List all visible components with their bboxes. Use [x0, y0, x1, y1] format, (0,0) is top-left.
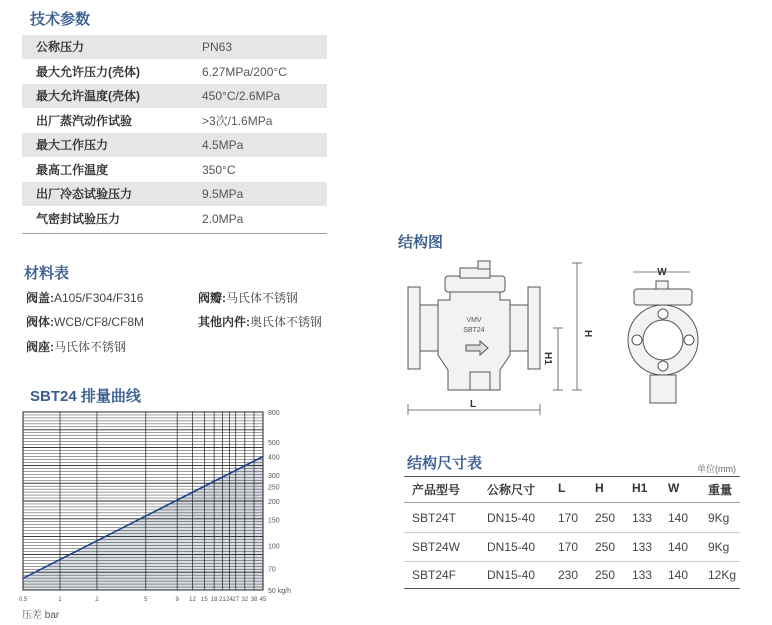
dimensions-cell: 12Kg [708, 568, 737, 582]
dimensions-header-cell: H1 [632, 481, 648, 495]
dimensions-cell: 9Kg [708, 540, 730, 554]
bottom-plug [470, 372, 490, 390]
dimensions-header-cell: 重量 [708, 483, 733, 497]
capacity-area [23, 457, 263, 591]
spec-row [22, 35, 327, 59]
dimensions-cell: 9Kg [708, 511, 730, 525]
spec-value: 4.5MPa [202, 138, 244, 152]
material-item [26, 313, 144, 330]
dimensions-cell: SBT24W [412, 540, 461, 554]
y-tick-label: 50 kg/h [268, 588, 291, 595]
spec-row [22, 158, 327, 182]
x-tick-label: 18 [210, 597, 218, 603]
bolt-hole [684, 335, 694, 345]
dimensions-header-rule [404, 502, 740, 503]
spec-row [22, 133, 327, 157]
spec-value: >3次/1.6MPa [202, 113, 273, 128]
spec-label: 最大工作压力 [36, 138, 109, 152]
material-label: 阀盖: [26, 291, 54, 305]
material-label: 阀座: [26, 340, 54, 354]
spec-label: 气密封试验压力 [36, 211, 121, 226]
dimensions-cell: 140 [668, 568, 689, 582]
y-tick-label: 500 [268, 440, 280, 448]
bolt-hole [658, 361, 668, 371]
material-label: 阀体: [26, 315, 54, 329]
material-value: 奥氏体不锈钢 [250, 315, 323, 329]
right-flange [528, 287, 540, 369]
right-neck [510, 305, 528, 351]
dimensions-cell: DN15-40 [487, 540, 536, 554]
spec-row [22, 182, 327, 206]
dimensions-cell: SBT24F [412, 568, 457, 582]
side-bottom [650, 375, 676, 403]
dim-L: L [469, 399, 477, 410]
spec-row [22, 109, 327, 133]
spec-title: 技术参数 [30, 11, 91, 28]
material-value: 马氏体不锈钢 [226, 291, 299, 305]
dimensions-cell: 133 [632, 540, 653, 554]
dimensions-cell: 250 [595, 511, 616, 525]
dimensions-cell: DN15-40 [487, 568, 536, 582]
spec-value: 450°C/2.6MPa [202, 89, 281, 103]
chart-xlabel: 压差 bar [22, 610, 60, 621]
y-tick-label: 150 [268, 517, 280, 525]
spec-row [22, 84, 327, 108]
material-item [198, 289, 298, 306]
material-value: 马氏体不锈钢 [54, 340, 127, 354]
material-value: A105/F304/F316 [54, 291, 144, 305]
dimensions-title: 结构尺寸表 [407, 455, 483, 472]
dimensions-cell: 140 [668, 540, 689, 554]
side-inner-ring [643, 320, 683, 360]
material-item [198, 313, 322, 330]
dimensions-header-cell: 公称尺寸 [487, 483, 536, 497]
dimensions-cell: 170 [558, 540, 579, 554]
spec-bottom-rule [22, 233, 327, 234]
model-label: SBT24 [463, 327, 485, 334]
side-view [628, 281, 698, 403]
dimensions-cell: 170 [558, 511, 579, 525]
dimensions-top-rule [404, 476, 740, 477]
dimensions-cell: SBT24T [412, 511, 457, 525]
chart-title: SBT24 排量曲线 [30, 388, 141, 405]
brand-label: VMV [466, 317, 482, 324]
dimensions-cell: 230 [558, 568, 579, 582]
x-tick-label: 12 [189, 597, 196, 603]
unit-label: 单位(mm) [697, 464, 736, 474]
bolt-hole [658, 309, 668, 319]
material-label: 其他内件: [198, 315, 250, 329]
x-tick-label: 9 [175, 597, 179, 603]
dimensions-row-rule [404, 561, 740, 562]
x-tick-label: 24 [226, 597, 233, 603]
x-tick-label: 15 [201, 597, 208, 603]
dimensions-cell: 140 [668, 511, 689, 525]
spec-value: 6.27MPa/200°C [202, 64, 287, 79]
capacity-chart [0, 400, 320, 625]
x-tick-label: 5 [144, 597, 148, 603]
dim-H1: H1 [542, 352, 553, 365]
x-tick-label: 38 [250, 597, 258, 603]
spec-value: PN63 [202, 40, 233, 54]
x-tick-label: 2 [95, 597, 99, 603]
top-plug [478, 261, 490, 269]
y-tick-label: 200 [268, 499, 280, 506]
dimensions-bottom-rule [404, 588, 740, 589]
spec-value: 9.5MPa [202, 187, 244, 201]
spec-label: 公称压力 [36, 40, 85, 54]
spec-row [22, 60, 327, 84]
spec-label: 最高工作温度 [36, 162, 109, 177]
side-top-plug [656, 281, 668, 289]
material-label: 阀瓣: [198, 291, 226, 305]
dimensions-cell: DN15-40 [487, 511, 536, 525]
y-tick-label: 800 [268, 410, 280, 417]
left-neck [420, 305, 438, 351]
dimensions-header-cell: W [668, 481, 680, 495]
dimensions-header-cell: 产品型号 [412, 483, 461, 497]
spec-label: 最大允许压力(壳体) [36, 64, 140, 79]
y-tick-label: 400 [268, 454, 280, 462]
side-bonnet [634, 289, 692, 305]
dimensions-cell: 250 [595, 540, 616, 554]
dimensions-header-cell: L [558, 481, 566, 495]
spec-label: 最大允许温度(壳体) [36, 89, 140, 103]
spec-row [22, 207, 327, 231]
y-tick-label: 70 [268, 566, 276, 574]
dimensions-header-cell: H [595, 481, 604, 495]
x-tick-label: 32 [241, 597, 249, 603]
left-flange [408, 287, 420, 369]
material-item [26, 338, 126, 355]
dimensions-cell: 133 [632, 568, 653, 582]
spec-label: 出厂冷态试验压力 [36, 187, 133, 201]
y-tick-label: 250 [268, 484, 280, 492]
material-item [26, 289, 143, 306]
structure-drawing [395, 255, 715, 420]
dim-H: H [582, 330, 593, 338]
x-tick-label: 1 [58, 597, 62, 603]
material-value: WCB/CF8/CF8M [54, 315, 144, 329]
x-tick-label: 45 [259, 597, 267, 603]
dimensions-row-rule [404, 532, 740, 533]
dimensions-cell: 133 [632, 511, 653, 525]
x-tick-label: 27 [232, 597, 240, 603]
x-tick-label: 0.5 [18, 597, 28, 603]
spec-value: 350°C [202, 162, 236, 177]
x-tick-label: 21 [219, 597, 226, 603]
materials-title: 材料表 [24, 265, 70, 282]
structure-title: 结构图 [398, 234, 444, 251]
spec-value: 2.0MPa [202, 211, 244, 226]
dimensions-cell: 250 [595, 568, 616, 582]
y-tick-label: 100 [268, 543, 280, 551]
spec-label: 出厂蒸汽动作试验 [36, 113, 133, 128]
front-view [408, 261, 540, 390]
dim-W: W [657, 267, 667, 278]
bolt-hole [632, 335, 642, 345]
y-tick-label: 300 [268, 472, 280, 480]
